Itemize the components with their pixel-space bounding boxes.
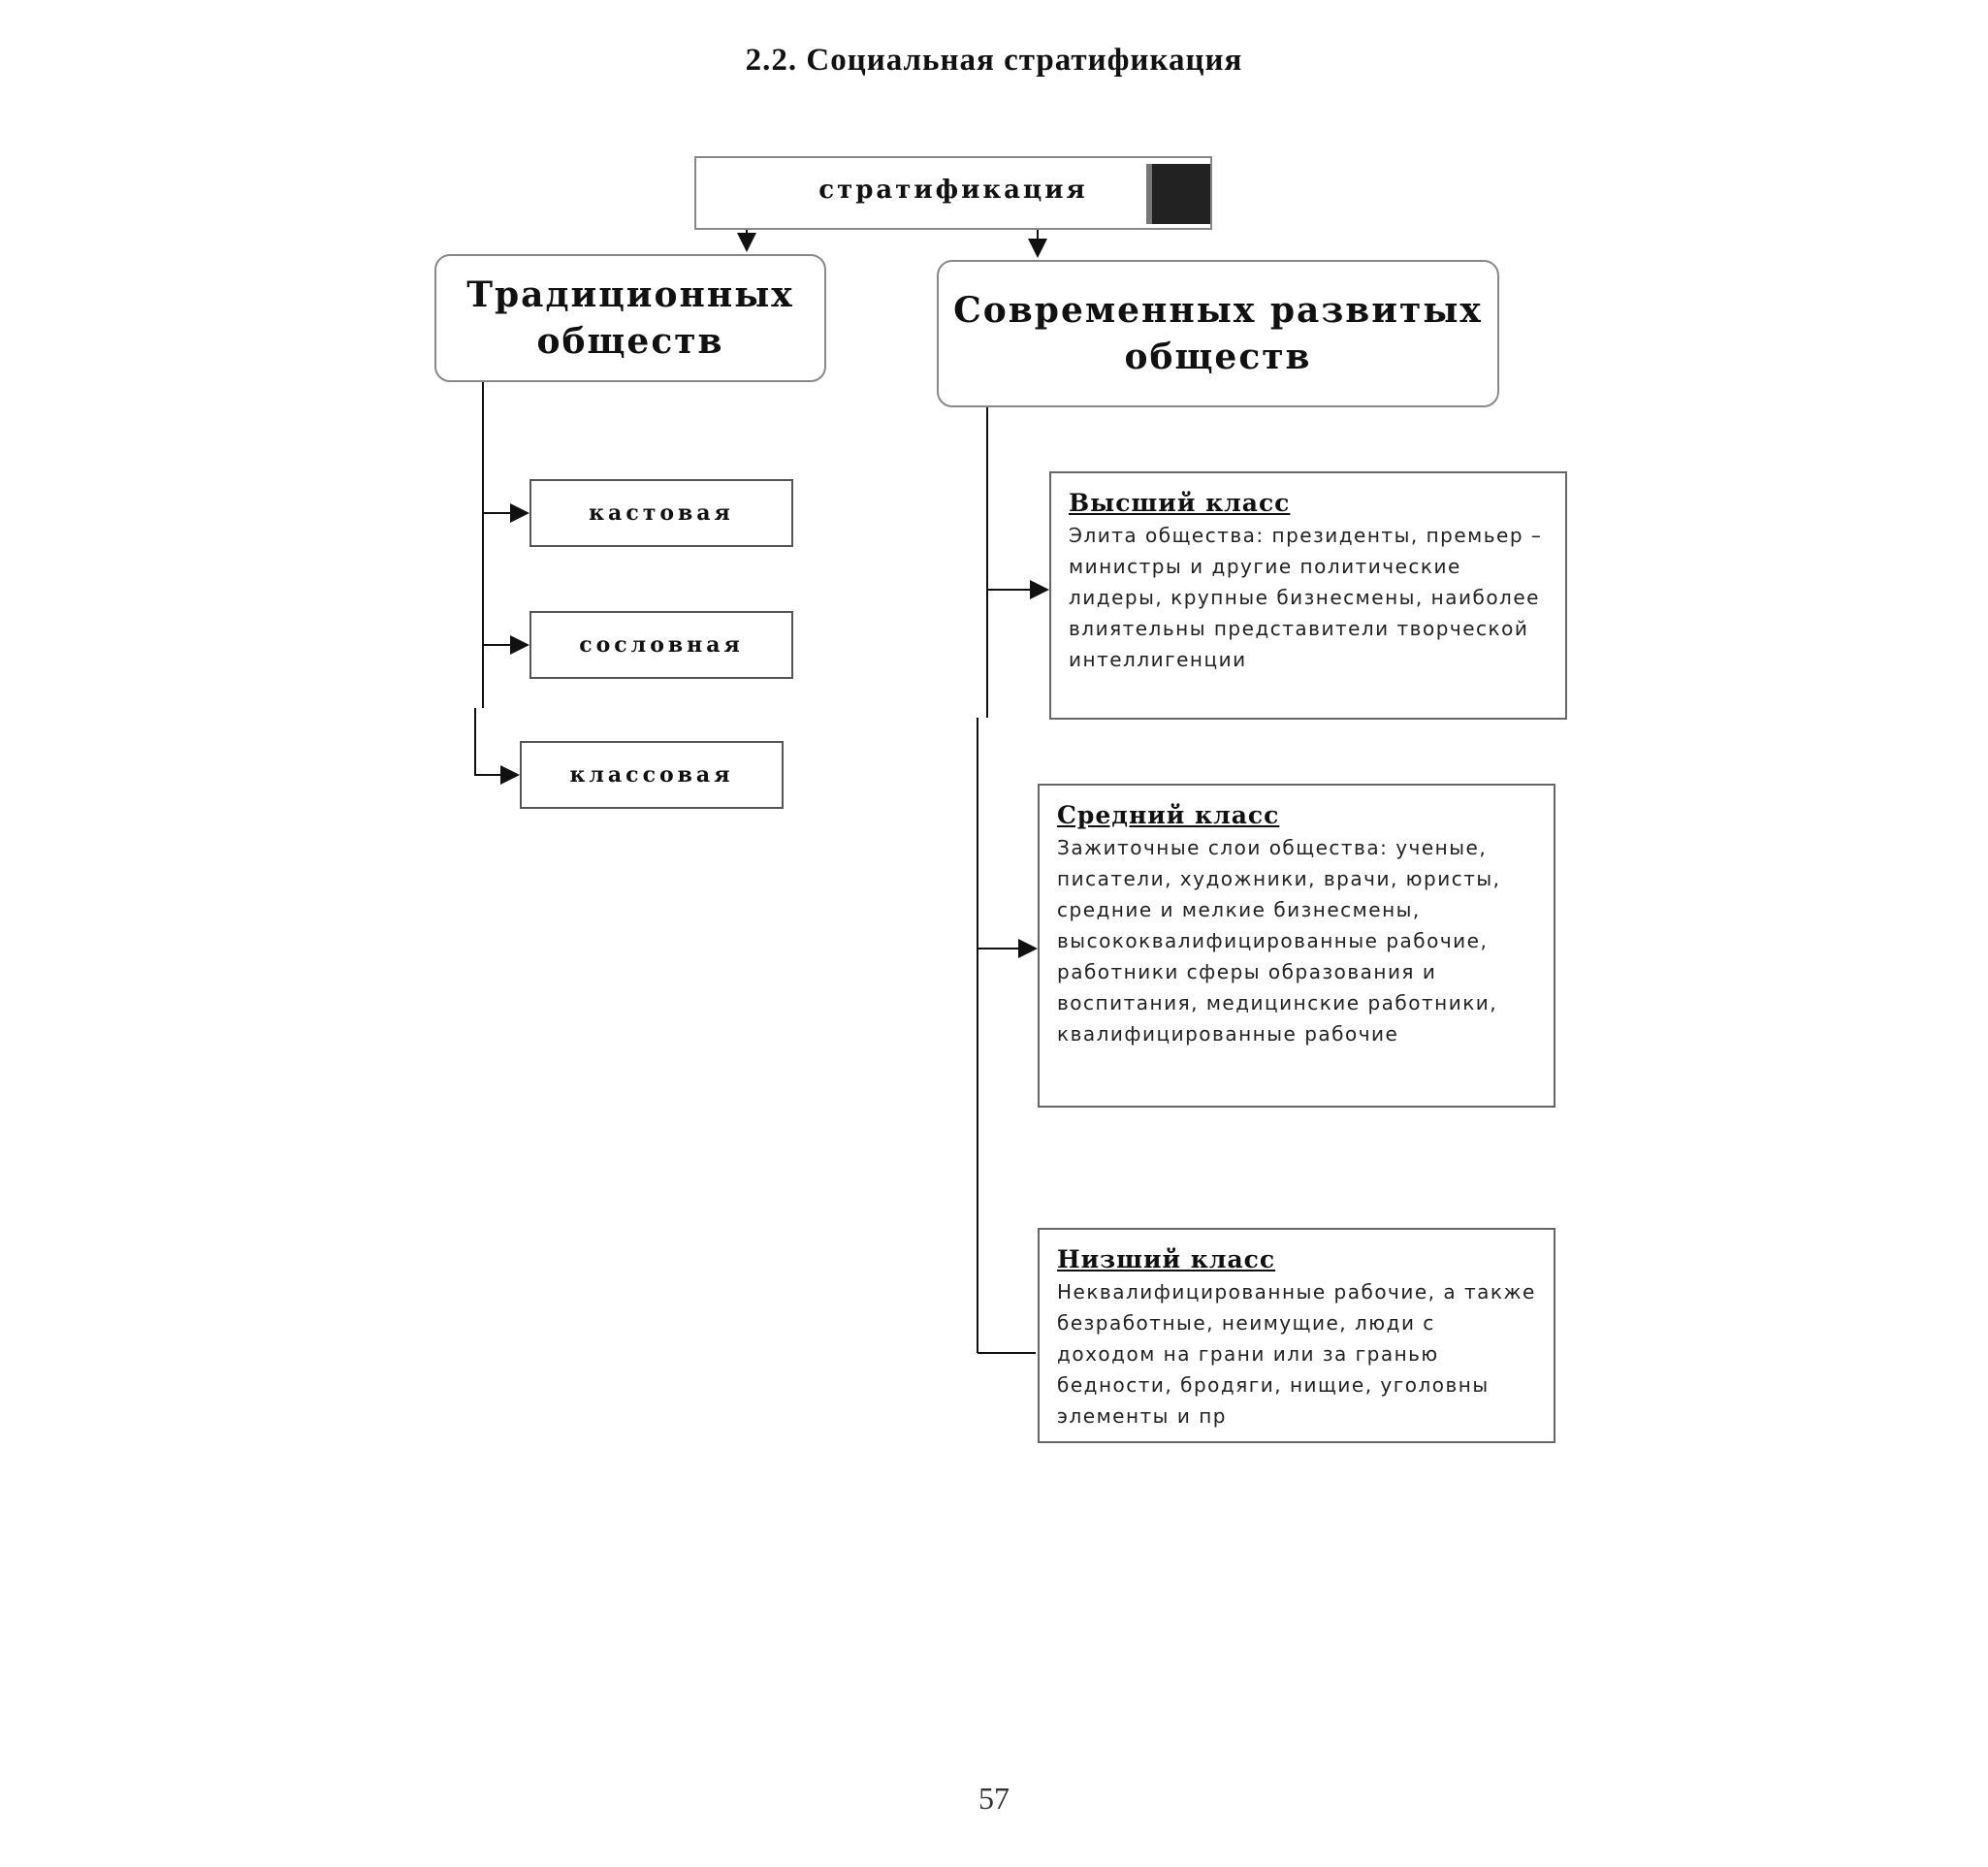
- caste-type-box: кастовая: [529, 479, 793, 547]
- estate-type-box: сословная: [529, 611, 793, 679]
- upper-class-box: [1049, 471, 1567, 720]
- middle-class-box: [1038, 784, 1555, 1108]
- middle-class-description: Зажиточные слои общества: ученые, писатели, художники, врачи, юристы, средние и мелкие бизнесмены, высококвалифицированные рабочие, работники сферы образования и воспитания, медицинские работники, квалифицированные рабочие: [1057, 836, 1501, 1046]
- scan-mark: [1146, 164, 1210, 224]
- stratification-root-box: [694, 156, 1212, 230]
- root-label: стратификация: [818, 176, 1088, 205]
- page-heading: 2.2. Социальная стратификация: [745, 43, 1243, 78]
- modern-societies-box: Современных развитых обществ: [937, 260, 1499, 407]
- traditional-societies-box: Традиционных обществ: [434, 254, 826, 382]
- upper-class-description: Элита общества: президенты, премьер – министры и другие политические лидеры, крупные бизнесмены, наиболее влиятельны представители творческой интеллигенции: [1069, 524, 1543, 671]
- middle-class-title: Средний класс: [1057, 801, 1280, 829]
- upper-class-title: Высший класс: [1069, 489, 1291, 517]
- lower-class-description: Неквалифицированные рабочие, а также безработные, неимущие, люди с доходом на грани или за гранью бедности, бродяги, нищие, уголовны элементы и пр: [1057, 1280, 1536, 1428]
- class-type-box: классовая: [520, 741, 784, 809]
- lower-class-box: [1038, 1228, 1555, 1443]
- lower-class-title: Низший класс: [1057, 1245, 1276, 1273]
- page-number: 57: [978, 1781, 1010, 1816]
